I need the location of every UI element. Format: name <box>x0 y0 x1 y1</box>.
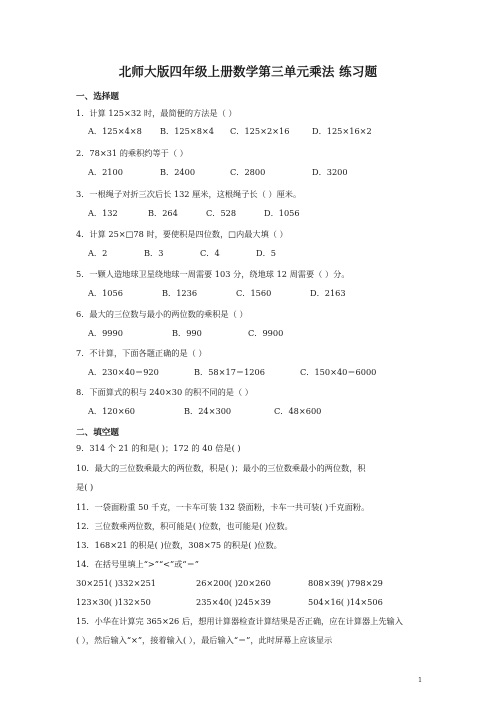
question-2: 2．78×31 的乘积约等于（ ） <box>76 148 188 158</box>
option-a: A．132 <box>88 208 118 218</box>
page-title: 北师大版四年级上册数学第三单元乘法 练习题 <box>118 64 378 79</box>
question-8: 8．下面算式的积与 240×30 的积不同的是（ ） <box>76 387 253 397</box>
option-b: B．990 <box>172 328 202 338</box>
option-d: D．1056 <box>264 208 300 218</box>
option-b: B．264 <box>148 208 178 218</box>
option-c: C．48×600 <box>274 406 322 416</box>
question-10-line-1: 10．最大的三位数乘最大的两位数，积是( )；最小的三位数乘最小的两位数，积 <box>76 463 366 473</box>
option-d: D．3200 <box>312 167 348 177</box>
option-b: B．3 <box>144 248 164 258</box>
option-a: A．125×4×8 <box>88 126 142 136</box>
question-14: 14．在括号里填上“>”“<”或“＝” <box>76 559 199 569</box>
option-a: A．2 <box>88 248 108 258</box>
option-a: A．9990 <box>88 328 123 338</box>
option-d: D．125×16×2 <box>312 126 372 136</box>
section-heading-fill: 二、填空题 <box>76 428 119 438</box>
option-a: A．120×60 <box>88 406 136 416</box>
option-c: C．4 <box>200 248 220 258</box>
option-c: C．150×40＝6000 <box>300 367 377 377</box>
option-a: A．1056 <box>88 288 123 298</box>
comparison-item: 30×251( )332×251 <box>76 578 157 588</box>
question-10-line-2: 是( ) <box>76 482 94 492</box>
question-15-line-2: ( ），然后输入“×”，接着输入( ），最后输入“＝”，此时屏幕上应该显示 <box>76 635 333 645</box>
option-c: C．2800 <box>230 167 266 177</box>
question-3: 3．一根绳子对折三次后长 132 厘米，这根绳子长（ ）厘米。 <box>76 189 302 199</box>
question-1: 1．计算 125×32 时，最简便的方法是（ ） <box>76 108 237 118</box>
page-number: 1 <box>418 676 423 684</box>
comparison-item: 26×200( )20×260 <box>196 578 271 588</box>
question-5: 5．一颗人造地球卫星绕地球一周需要 103 分，绕地球 12 周需要（ ）分。 <box>76 269 350 279</box>
comparison-item: 808×39( )798×29 <box>308 578 383 588</box>
option-a: A．2100 <box>88 167 123 177</box>
question-13: 13．168×21 的积是( )位数，308×75 的积是( )位数。 <box>76 540 282 550</box>
option-c: C．125×2×16 <box>230 126 290 136</box>
option-c: C．528 <box>206 208 237 218</box>
option-a: A．230×40＝920 <box>88 367 159 377</box>
question-7: 7．不计算，下面各题正确的是（ ） <box>76 348 207 358</box>
option-c: C．1560 <box>236 288 272 298</box>
comparison-item: 504×16( )14×506 <box>308 597 383 607</box>
option-b: B．2400 <box>160 167 196 177</box>
option-d: D．2163 <box>310 288 346 298</box>
option-b: B．58×17＝1206 <box>194 367 265 377</box>
question-15-line-1: 15．小华在计算完 365×26 后，想用计算器检查计算结果是否正确，应在计算器上先输入 <box>76 616 403 626</box>
question-9: 9．314 个 21 的和是( )；172 的 40 倍是( ) <box>76 443 241 453</box>
comparison-item: 235×40( )245×39 <box>196 597 271 607</box>
option-b: B．125×8×4 <box>160 126 214 136</box>
section-heading-choice: 一、选择题 <box>76 92 119 102</box>
option-c: C．9900 <box>248 328 284 338</box>
question-12: 12．三位数乘两位数，积可能是( )位数，也可能是( )位数。 <box>76 521 293 531</box>
question-4: 4．计算 25×□78 时，要使积是四位数，□内最大填（ ） <box>76 229 288 239</box>
option-b: B．1236 <box>162 288 198 298</box>
option-b: B．24×300 <box>184 406 232 416</box>
option-d: D．5 <box>256 248 276 258</box>
question-6: 6．最大的三位数与最小的两位数的乘积是（ ） <box>76 309 248 319</box>
comparison-item: 123×30( )132×50 <box>76 597 151 607</box>
question-11: 11．一袋面粉重 50 千克，一卡车可装 132 袋面粉，卡车一共可装( )千克面粉。 <box>76 502 370 512</box>
